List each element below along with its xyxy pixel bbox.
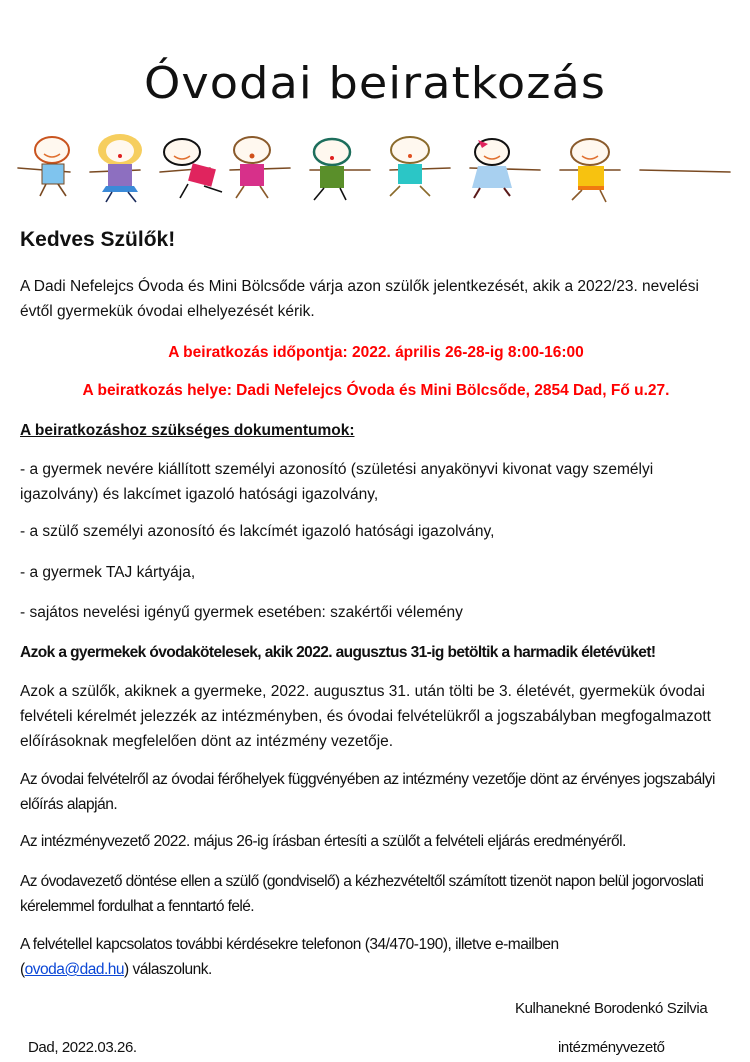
kid-4 bbox=[234, 137, 270, 198]
kid-6 bbox=[390, 137, 430, 196]
document-item: - a gyermek nevére kiállított személyi azonosító (születési anyakönyvi kivonat vagy személyi igazolvány) és lakcímet igazoló hatósági igazolvány, bbox=[20, 461, 654, 503]
contact-paragraph bbox=[20, 932, 732, 982]
greeting-heading: Kedves Szülők! bbox=[20, 228, 176, 251]
open-paren: ( bbox=[20, 961, 25, 978]
signatory-name: Kulhanekné Borodenkó Szilvia bbox=[515, 1000, 708, 1017]
place-date: Dad, 2022.03.26. bbox=[28, 1039, 137, 1056]
email-link[interactable]: ovoda@dad.hu bbox=[24, 961, 125, 978]
enrollment-place: A beiratkozás helye: Dadi Nefelejcs Óvoda és Mini Bölcsőde, 2854 Dad, Fő u.27. bbox=[82, 382, 670, 399]
intro-paragraph: A Dadi Nefelejcs Óvoda és Mini Bölcsőde várja azon szülők jelentkezését, akik a 2022/23. nevelési évtől gyermekük óvodai elhelyezését kérik. bbox=[20, 278, 699, 320]
documents-heading: A beiratkozáshoz szükséges dokumentumok: bbox=[20, 422, 355, 439]
page-title: Óvodai beiratkozás bbox=[143, 58, 607, 109]
signatory-role: intézményvezető bbox=[558, 1039, 665, 1056]
document-item: - a gyermek TAJ kártyája, bbox=[20, 564, 196, 581]
kid-2 bbox=[98, 134, 142, 202]
kid-7 bbox=[472, 139, 512, 198]
document-item: - a szülő személyi azonosító és lakcímét igazoló hatósági igazolvány, bbox=[20, 523, 495, 540]
paragraph: Az óvodavezető döntése ellen a szülő (gondviselő) a kézhezvételtől számított tizenöt napon belül jogorvoslati kérelemmel fordulhat a fenntartó felé. bbox=[20, 873, 704, 915]
kid-1 bbox=[35, 137, 69, 196]
enrollment-time: A beiratkozás időpontja: 2022. április 26-28-ig 8:00-16:00 bbox=[168, 344, 584, 361]
document-item: - sajátos nevelési igényű gyermek esetében: szakértői vélemény bbox=[20, 604, 463, 621]
kid-3 bbox=[164, 139, 222, 198]
paragraph: Az intézményvezető 2022. május 26-ig írásban értesíti a szülőt a felvételi eljárás eredményéről. bbox=[20, 833, 626, 850]
contact-suffix: ) válaszolunk. bbox=[124, 961, 212, 978]
contact-text: A felvétellel kapcsolatos további kérdésekre telefonon (34/470-190), illetve e-mailben bbox=[20, 936, 559, 953]
children-holding-hands-illustration bbox=[10, 130, 740, 210]
paragraph: Azok a szülők, akiknek a gyermeke, 2022. augusztus 31. után tölti be 3. életévét, gyermekük óvodai felvételi kérelmét jelezzék az intézményben, és óvodai felvételükről a jogszabályban megfogalmazott előírásoknak megfelelően dönt az intézmény vezetője. bbox=[20, 683, 711, 750]
obligation-notice: Azok a gyermekek óvodakötelesek, akik 2022. augusztus 31-ig betöltik a harmadik életévüket! bbox=[20, 644, 656, 661]
paragraph: Az óvodai felvételről az óvodai férőhelyek függvényében az intézmény vezetője dönt az érvényes jogszabályi előírás alapján. bbox=[20, 771, 715, 813]
